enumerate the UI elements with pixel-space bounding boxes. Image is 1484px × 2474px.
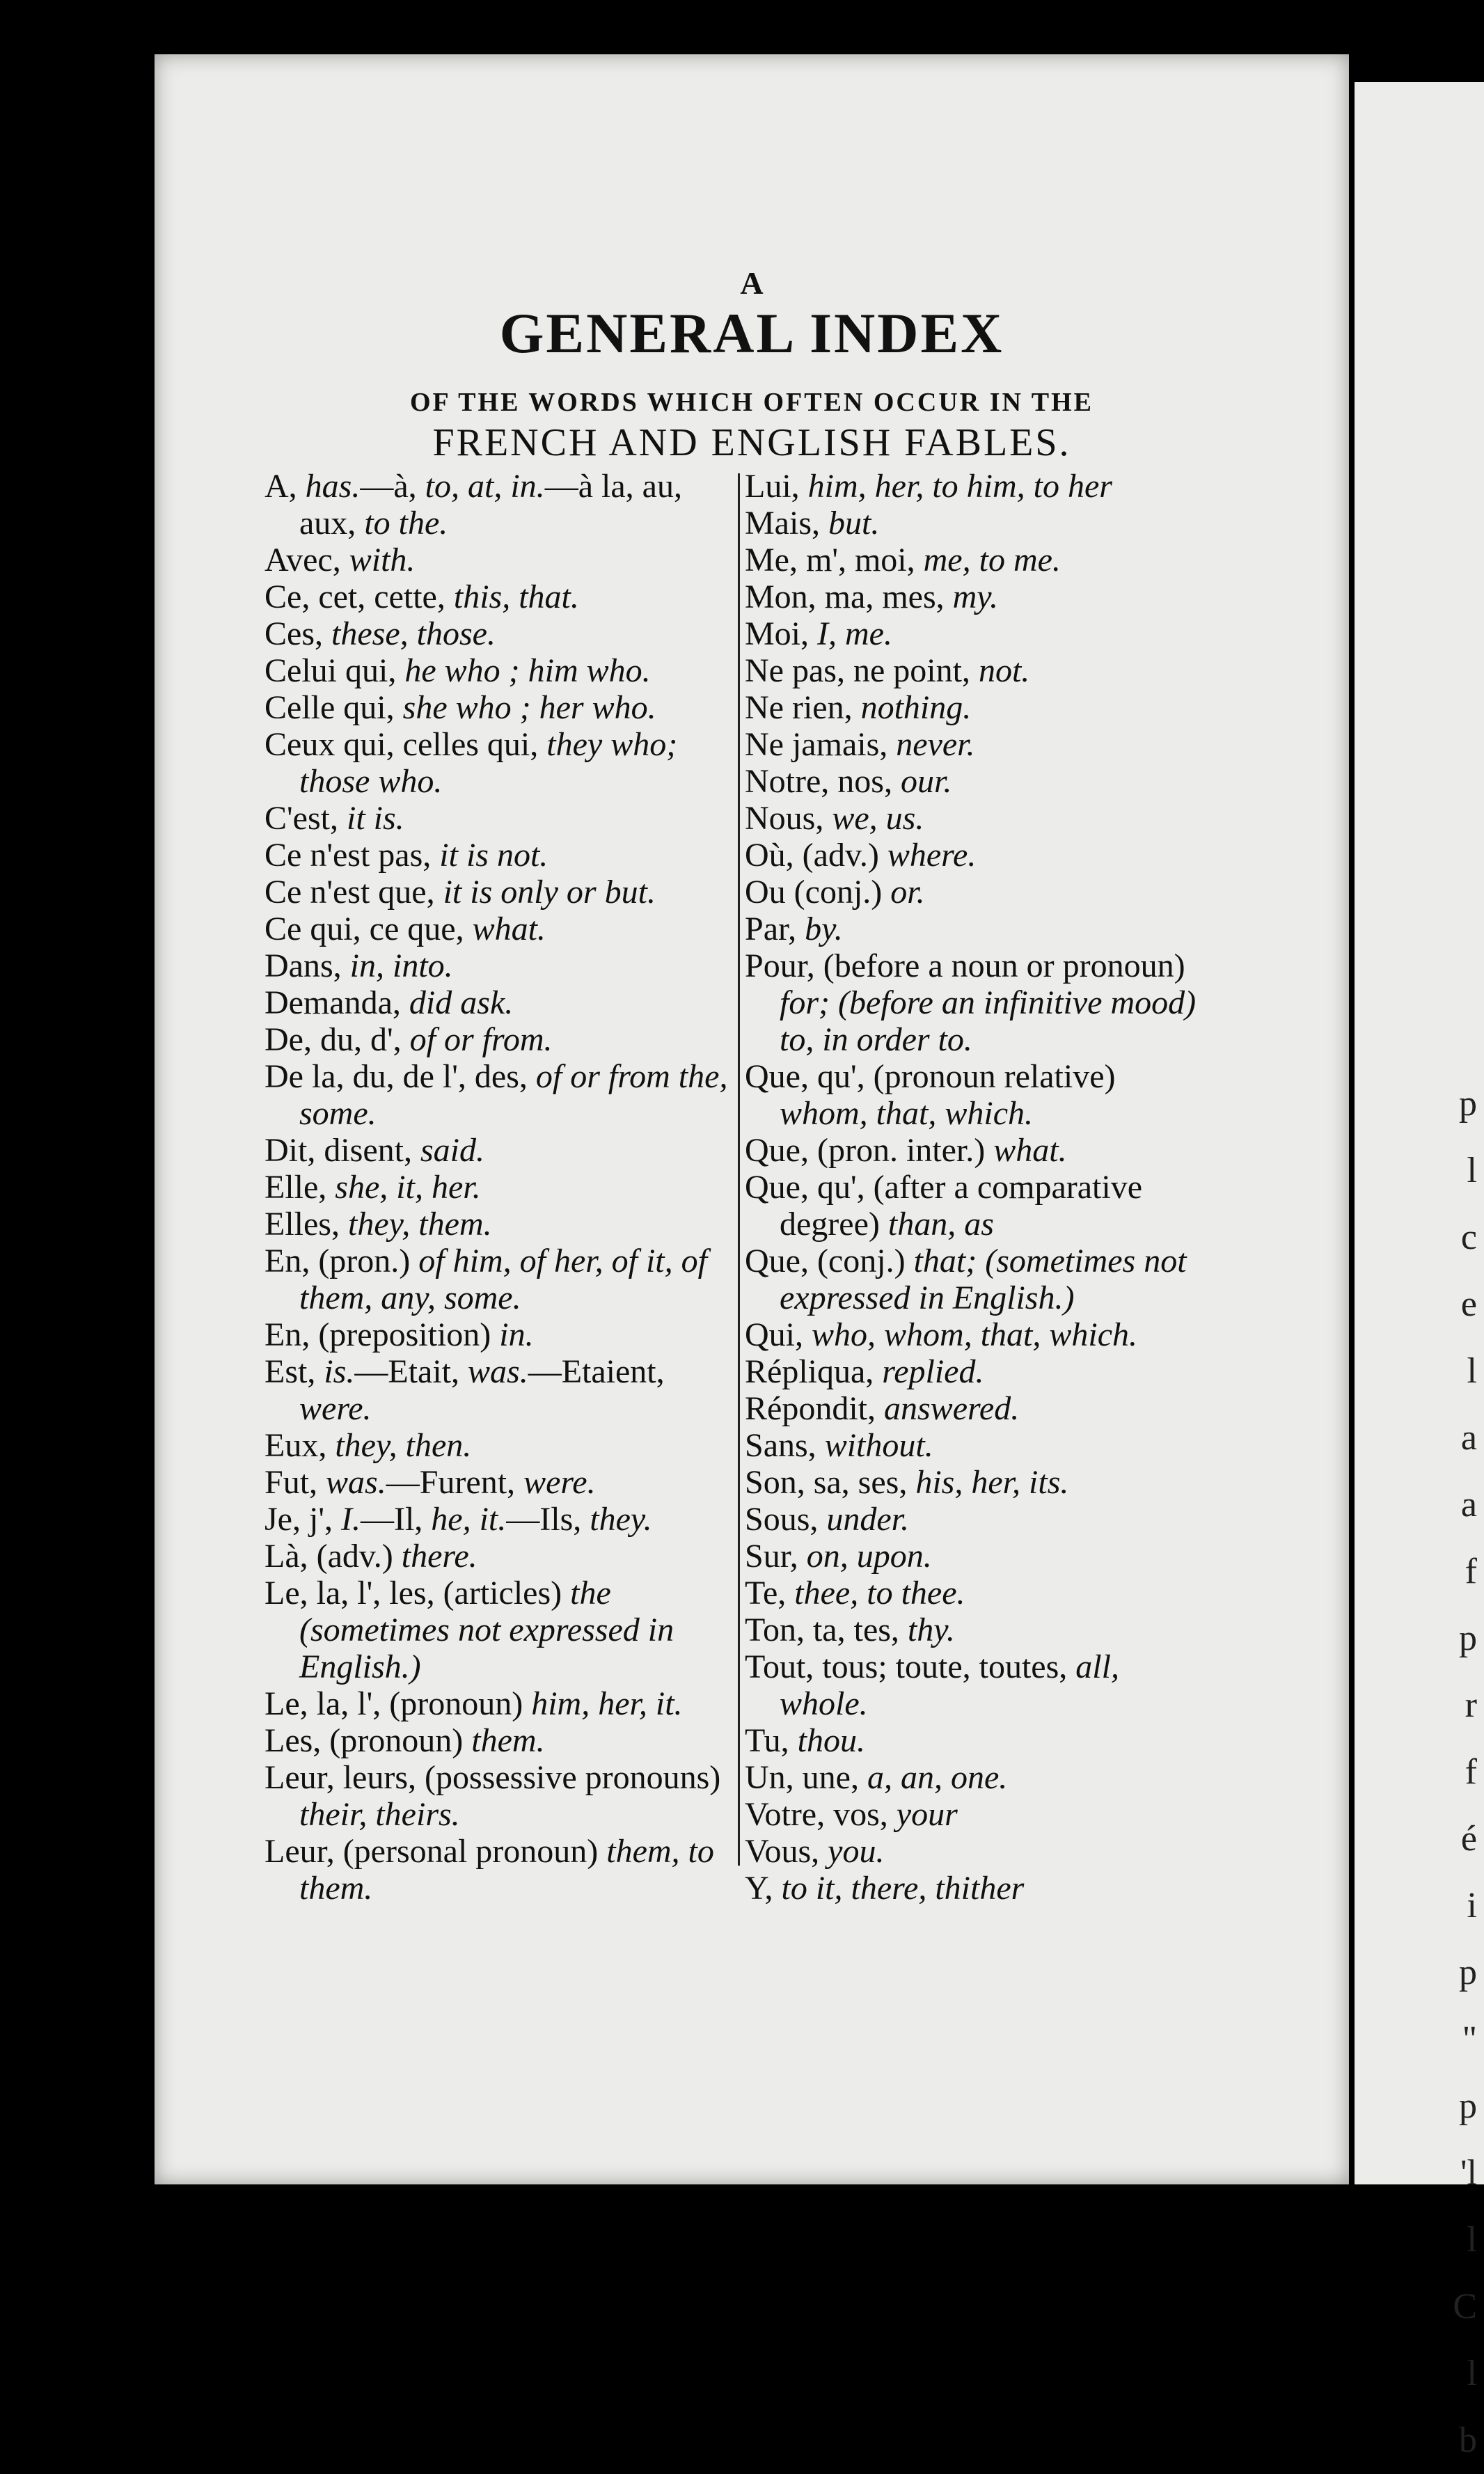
english-translation: of him, of her, of it, of them, any, some. (299, 1243, 707, 1316)
french-term: Pour, (before a noun or pronoun) (745, 947, 1185, 984)
english-translation: I, me. (817, 615, 892, 652)
english-translation: we, us. (832, 800, 924, 837)
index-entry (745, 1648, 1208, 1722)
french-term: De, du, d', (265, 1021, 410, 1058)
french-term: Eux, (265, 1427, 336, 1464)
french-term: Ton, ta, tes, (745, 1612, 908, 1648)
english-translation: it is not. (439, 837, 548, 874)
index-entry (265, 874, 738, 911)
french-term: A, (265, 468, 306, 505)
index-entry (265, 689, 738, 726)
index-entry (745, 947, 1208, 1058)
index-entry (265, 800, 738, 837)
english-translation: our. (900, 763, 952, 800)
french-term: Votre, vos, (745, 1796, 897, 1833)
english-translation: under. (826, 1501, 910, 1538)
english-translation: he, it. (431, 1501, 507, 1538)
english-translation: not. (978, 652, 1030, 689)
english-translation: nothing. (860, 689, 972, 726)
subtitle-line-2: FRENCH AND ENGLISH FABLES. (432, 421, 1071, 464)
english-translation: were. (523, 1464, 596, 1501)
index-entry (745, 1427, 1208, 1464)
english-translation: this, that. (453, 578, 579, 615)
english-translation: on, upon. (806, 1538, 932, 1575)
index-entry (265, 1169, 738, 1206)
english-translation: they, them. (347, 1206, 492, 1243)
french-term: Là, (adv.) (265, 1538, 402, 1575)
index-entry (745, 542, 1208, 578)
edge-fragment: C (1453, 2287, 1477, 2326)
index-entry (265, 1759, 738, 1833)
french-term: Que, qu', (pronoun relative) (745, 1058, 1116, 1095)
french-term: En, (pron.) (265, 1243, 419, 1279)
english-translation: was. (468, 1353, 528, 1390)
french-term: —Etait, (354, 1353, 468, 1390)
edge-fragment: l (1467, 1351, 1477, 1391)
english-translation: they, then. (335, 1427, 472, 1464)
index-entry (265, 1538, 738, 1575)
french-term: Ce, cet, cette, (265, 578, 454, 615)
french-term: Ce n'est pas, (265, 837, 440, 874)
english-translation: them. (471, 1722, 545, 1759)
french-term: Me, m', moi, (745, 542, 924, 578)
heading-article: A (740, 265, 764, 301)
index-entry (745, 1538, 1208, 1575)
index-entry (265, 1353, 738, 1427)
index-entry (265, 1575, 738, 1685)
english-translation: what. (472, 911, 546, 947)
index-entry (745, 505, 1208, 542)
french-term: Leur, leurs, (possessive pronouns) (265, 1759, 721, 1796)
french-term: Le, la, l', (pronoun) (265, 1685, 532, 1722)
index-entry (265, 837, 738, 874)
index-entry (265, 468, 738, 542)
english-translation: answered. (884, 1390, 1020, 1427)
index-entry (265, 1132, 738, 1169)
french-term: Fut, (265, 1464, 326, 1501)
english-translation: is. (324, 1353, 355, 1390)
index-entry (745, 1870, 1208, 1907)
english-translation: they who; those who. (299, 726, 678, 800)
page-title: GENERAL INDEX (499, 301, 1004, 365)
index-entry (745, 1132, 1208, 1169)
index-entry (745, 874, 1208, 911)
edge-fragment: 'l (1460, 2153, 1477, 2193)
french-term: Par, (745, 911, 805, 947)
english-translation: of or from. (409, 1021, 553, 1058)
index-entry (745, 726, 1208, 763)
french-term: Dans, (265, 947, 350, 984)
facing-page-edge (1355, 82, 1484, 2460)
edge-fragment: p (1459, 1953, 1477, 1992)
english-translation: whom, that, which. (780, 1095, 1034, 1132)
french-term: Mais, (745, 505, 828, 542)
french-term: Les, (pronoun) (265, 1722, 472, 1759)
french-term: Celle qui, (265, 689, 403, 726)
edge-fragment: l (1467, 1151, 1477, 1190)
index-entry (265, 726, 738, 800)
index-column-right (745, 468, 1208, 1907)
edge-fragment: b (1459, 2420, 1477, 2460)
index-entry (745, 1759, 1208, 1796)
english-translation: by. (805, 911, 843, 947)
french-term: Elle, (265, 1169, 336, 1206)
index-entry (745, 1243, 1208, 1316)
english-translation: to, at, in. (425, 468, 545, 505)
french-term: Moi, (745, 615, 818, 652)
index-entry (745, 911, 1208, 947)
english-translation: he who ; him who. (404, 652, 651, 689)
french-term: Qui, (745, 1316, 812, 1353)
index-entry (265, 1685, 738, 1722)
index-entry (265, 947, 738, 984)
english-translation: the (sometimes not expressed in English.) (299, 1575, 674, 1685)
french-term: —Il, (360, 1501, 432, 1538)
french-term: Mon, ma, mes, (745, 578, 953, 615)
french-term: Celui qui, (265, 652, 405, 689)
french-term: De la, du, de l', des, (265, 1058, 536, 1095)
french-term: Le, la, l', les, (articles) (265, 1575, 571, 1612)
english-translation: these, those. (331, 615, 496, 652)
index-entry (745, 1796, 1208, 1833)
index-entry (265, 578, 738, 615)
index-entry (745, 1501, 1208, 1538)
index-entry (265, 1206, 738, 1243)
index-entry (745, 800, 1208, 837)
edge-fragment: r (1465, 1685, 1477, 1725)
french-term: Sur, (745, 1538, 807, 1575)
english-translation: your (896, 1796, 958, 1833)
french-term: Je, j', (265, 1501, 341, 1538)
english-translation: they. (590, 1501, 652, 1538)
index-entry (745, 1169, 1208, 1243)
english-translation: thee, to thee. (794, 1575, 965, 1612)
french-term: —à la, au, aux, (299, 468, 682, 542)
french-term: Tout, tous; toute, toutes, (745, 1648, 1076, 1685)
french-term: Sous, (745, 1501, 827, 1538)
index-entry (745, 652, 1208, 689)
english-translation: never. (896, 726, 975, 763)
french-term: Que, (pron. inter.) (745, 1132, 994, 1169)
english-translation: she, it, her. (335, 1169, 481, 1206)
edge-fragment: l (1467, 2354, 1477, 2393)
index-entry (265, 1722, 738, 1759)
english-translation: was. (326, 1464, 386, 1501)
index-entry (745, 578, 1208, 615)
french-term: Répliqua, (745, 1353, 883, 1390)
english-translation: it is only or but. (443, 874, 656, 911)
index-entry (745, 1833, 1208, 1870)
index-entry (265, 1427, 738, 1464)
english-translation: a, an, one. (867, 1759, 1008, 1796)
french-term: Notre, nos, (745, 763, 901, 800)
index-entry (265, 984, 738, 1021)
english-translation: in, into. (349, 947, 453, 984)
french-term: Sans, (745, 1427, 825, 1464)
french-term: Répondit, (745, 1390, 884, 1427)
english-translation: has. (305, 468, 361, 505)
edge-fragment: f (1465, 1752, 1477, 1792)
index-entry (745, 1464, 1208, 1501)
index-entry (745, 468, 1208, 505)
edge-fragment: i (1467, 1886, 1477, 1925)
edge-fragment: é (1460, 1819, 1477, 1859)
index-entry (745, 689, 1208, 726)
index-entry (745, 615, 1208, 652)
french-term: Te, (745, 1575, 795, 1612)
subtitle-line-1: OF THE WORDS WHICH OFTEN OCCUR IN THE (410, 388, 1094, 417)
english-translation: his, her, its. (915, 1464, 1069, 1501)
french-term: Lui, (745, 468, 808, 505)
french-term: Ou (conj.) (745, 874, 891, 911)
edge-fragment: f (1465, 1552, 1477, 1591)
french-term: Leur, (personal pronoun) (265, 1833, 607, 1870)
edge-fragment: a (1460, 1418, 1477, 1458)
index-entry (745, 1353, 1208, 1390)
index-column-left (265, 468, 738, 1907)
english-translation: them, to them. (299, 1833, 714, 1907)
english-translation: with. (349, 542, 416, 578)
index-entry (265, 1316, 738, 1353)
english-translation: did ask. (409, 984, 514, 1021)
french-term: En, (preposition) (265, 1316, 500, 1353)
index-entry (265, 542, 738, 578)
index-entry (745, 1722, 1208, 1759)
french-term: Son, sa, ses, (745, 1464, 916, 1501)
english-translation: were. (299, 1390, 372, 1427)
index-entry (265, 911, 738, 947)
english-translation: my. (952, 578, 998, 615)
english-translation: than, as (887, 1206, 994, 1243)
edge-fragment: e (1460, 1284, 1477, 1324)
french-term: Est, (265, 1353, 324, 1390)
edge-fragment: l (1467, 2220, 1477, 2260)
english-translation: you. (828, 1833, 885, 1870)
index-entry (745, 1612, 1208, 1648)
french-term: —à, (360, 468, 425, 505)
english-translation: to the. (364, 505, 448, 542)
facing-page-fragments (1355, 1071, 1484, 2474)
index-entry (265, 1833, 738, 1907)
english-translation: who, whom, that, which. (812, 1316, 1138, 1353)
french-term: Demanda, (265, 984, 409, 1021)
english-translation: in. (499, 1316, 534, 1353)
index-entry (265, 1021, 738, 1058)
english-translation: without. (824, 1427, 933, 1464)
english-translation: their, theirs. (299, 1796, 460, 1833)
english-translation: there. (401, 1538, 477, 1575)
french-term: Que, qu', (after a comparative degree) (745, 1169, 1143, 1243)
english-translation: thy. (907, 1612, 955, 1648)
english-translation: or. (890, 874, 925, 911)
english-translation: for; (before an infinitive mood) to, in order to. (780, 984, 1197, 1058)
column-divider (738, 473, 740, 1866)
french-term: Y, (745, 1870, 782, 1907)
french-term: Ne jamais, (745, 726, 897, 763)
index-entry (265, 1501, 738, 1538)
index-entry (265, 1464, 738, 1501)
french-term: Ceux qui, celles qui, (265, 726, 547, 763)
edge-fragment: " (1462, 2019, 1477, 2059)
index-entry (745, 1058, 1208, 1132)
french-term: —Etaient, (528, 1353, 665, 1390)
french-term: Ce qui, ce que, (265, 911, 473, 947)
english-translation: me, to me. (923, 542, 1061, 578)
french-term: Dit, disent, (265, 1132, 420, 1169)
english-translation: what. (993, 1132, 1067, 1169)
index-entry (745, 1575, 1208, 1612)
index-entry (265, 652, 738, 689)
french-term: Ne pas, ne point, (745, 652, 979, 689)
english-translation: that; (sometimes not expressed in English.) (780, 1243, 1187, 1316)
english-translation: but. (828, 505, 880, 542)
french-term: Nous, (745, 800, 832, 837)
english-translation: replied. (882, 1353, 984, 1390)
english-translation: of or from the, some. (299, 1058, 728, 1132)
french-term: Ces, (265, 615, 331, 652)
index-entry (745, 1390, 1208, 1427)
edge-fragment: p (1459, 2086, 1477, 2126)
edge-fragment: p (1459, 1618, 1477, 1658)
french-term: Ne rien, (745, 689, 861, 726)
index-entry (745, 1316, 1208, 1353)
edge-fragment: p (1459, 1084, 1477, 1124)
index-entry (265, 1243, 738, 1316)
english-translation: all, whole. (780, 1648, 1119, 1722)
english-translation: she who ; her who. (402, 689, 656, 726)
english-translation: thou. (797, 1722, 865, 1759)
french-term: Avec, (265, 542, 349, 578)
french-term: Ce n'est que, (265, 874, 443, 911)
french-term: —Furent, (386, 1464, 524, 1501)
index-entry (265, 615, 738, 652)
edge-fragment: a (1460, 1485, 1477, 1524)
english-translation: said. (420, 1132, 485, 1169)
french-term: Où, (adv.) (745, 837, 887, 874)
index-entry (265, 1058, 738, 1132)
english-translation: to it, there, thither (781, 1870, 1025, 1907)
index-entry (745, 763, 1208, 800)
french-term: Elles, (265, 1206, 348, 1243)
english-translation: it is. (346, 800, 404, 837)
french-term: Tu, (745, 1722, 798, 1759)
french-term: —Ils, (506, 1501, 590, 1538)
english-translation: where. (887, 837, 977, 874)
french-term: Vous, (745, 1833, 828, 1870)
english-translation: I. (340, 1501, 361, 1538)
french-term: Que, (conj.) (745, 1243, 914, 1279)
english-translation: him, her, to him, to her (807, 468, 1112, 505)
index-entry (745, 837, 1208, 874)
french-term: Un, une, (745, 1759, 867, 1796)
french-term: C'est, (265, 800, 347, 837)
edge-fragment: c (1460, 1218, 1477, 1257)
english-translation: him, her, it. (531, 1685, 683, 1722)
